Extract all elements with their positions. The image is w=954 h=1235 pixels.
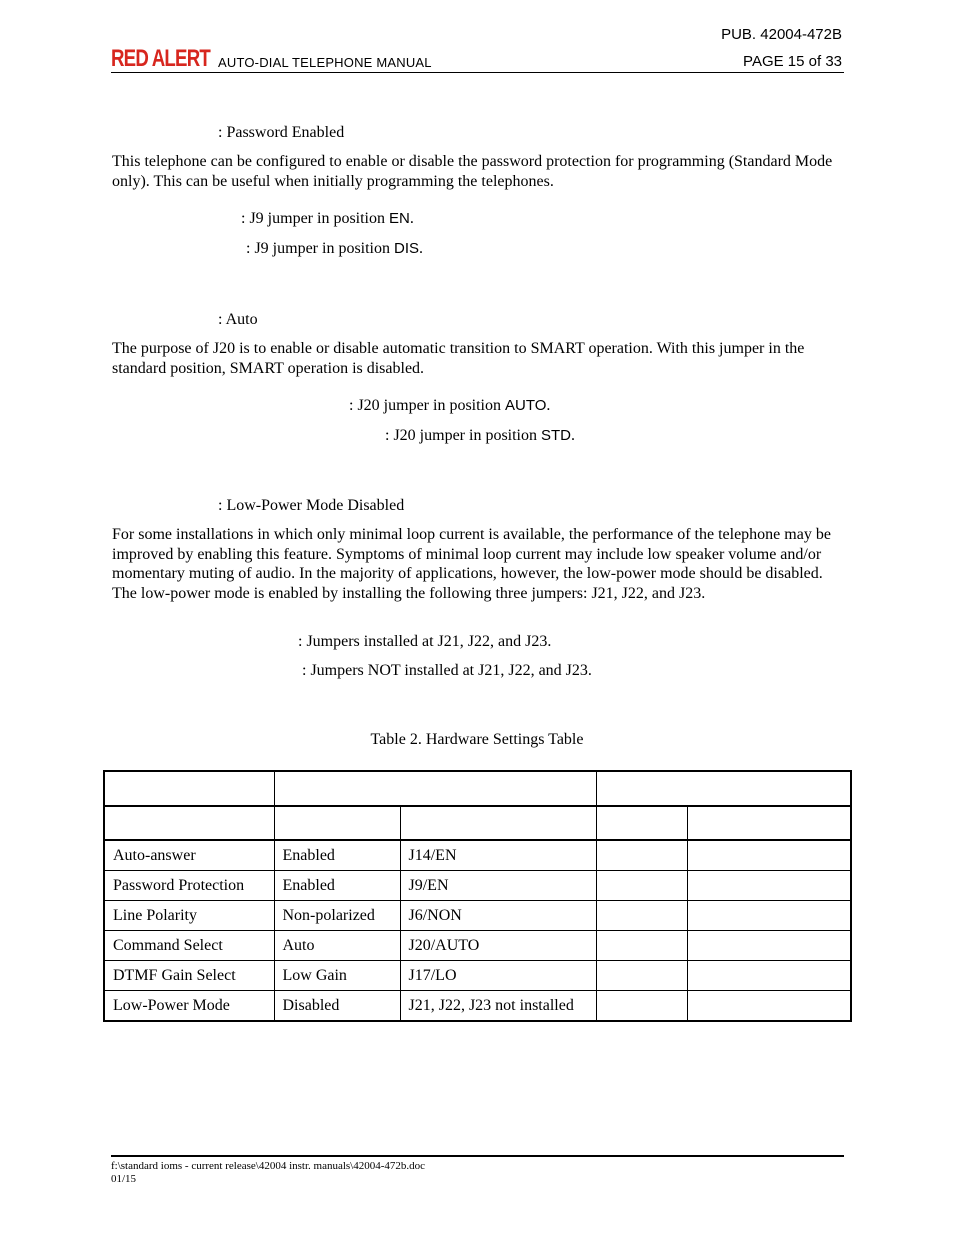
empty-cell [687,961,851,991]
feature-cell: Auto-answer [104,840,274,871]
footer-date: 01/15 [111,1173,137,1185]
footer-rule [111,1155,844,1157]
password-enable-text: : J9 jumper in position [241,210,389,227]
j20-default-setting: : Auto [218,311,258,328]
empty-cell [596,991,687,1022]
setting-cell: Enabled [274,840,400,871]
publication-number: PUB. 42004-472B [721,26,842,43]
hardware-settings-table [103,770,852,1022]
empty-cell [596,931,687,961]
table-header-cell [596,806,687,840]
feature-cell: Password Protection [104,871,274,901]
feature-cell: Low-Power Mode [104,991,274,1022]
password-disable-position: DIS [394,240,420,257]
lowpower-default-setting: : Low-Power Mode Disabled [218,497,405,514]
empty-cell [687,901,851,931]
table-header-cell [274,806,400,840]
table-header-cell [687,806,851,840]
table-header-cell [400,806,596,840]
j20-auto-text: : J20 jumper in position [349,397,505,414]
setting-cell: Enabled [274,871,400,901]
j20-description: The purpose of J20 is to enable or disable automatic transition to SMART operation. With this jumper in the standard position, SMART operation is disabled. [112,340,805,377]
empty-cell [687,871,851,901]
jumper-cell: J14/EN [400,840,596,871]
table-row [104,871,851,901]
j20-std-text: : J20 jumper in position [385,427,541,444]
setting-cell: Low Gain [274,961,400,991]
svg-text:RED ALERT: RED ALERT [111,45,212,72]
setting-cell: Non-polarized [274,901,400,931]
setting-cell: Auto [274,931,400,961]
table-row [104,840,851,871]
empty-cell [596,840,687,871]
j20-std-position: STD [541,427,571,444]
jumper-cell: J6/NON [400,901,596,931]
password-disable-text: : J9 jumper in position [246,240,394,257]
jumper-cell: J9/EN [400,871,596,901]
manual-title: AUTO-DIAL TELEPHONE MANUAL [218,55,432,70]
jumper-cell: J21, J22, J23 not installed [400,991,596,1022]
table-caption: Table 2. Hardware Settings Table [370,731,584,748]
password-enable-position: EN [389,210,410,227]
jumper-cell: J20/AUTO [400,931,596,961]
table-row [104,961,851,991]
lowpower-description: For some installations in which only minimal loop current is available, the performance of the telephone may be improved by enabling this feature. Symptoms of minimal loop current may include low speaker volume and/or momentary muting of audio. In the majority of applications, however, the low-power mode should be disabled. The low-power mode is enabled by installing the following three jumpers: J21, J22, and J23. [112,526,831,602]
table-header-cell [104,806,274,840]
table-header-cell [104,771,274,806]
j20-auto-position: AUTO [505,397,547,414]
feature-cell: DTMF Gain Select [104,961,274,991]
footer-file-path: f:\standard ioms - current release\42004 instr. manuals\42004-472b.doc [111,1160,426,1172]
table-header-cell [274,771,596,806]
empty-cell [596,961,687,991]
feature-cell: Line Polarity [104,901,274,931]
header-rule [111,72,844,73]
empty-cell [687,931,851,961]
password-default-setting: : Password Enabled [218,124,345,141]
setting-cell: Disabled [274,991,400,1022]
password-disable-option: : J9 jumper in position DIS. [246,240,424,257]
lowpower-enabled-option: : Jumpers installed at J21, J22, and J23. [298,633,552,650]
table-header-row-2 [104,806,851,840]
lowpower-disabled-option: : Jumpers NOT installed at J21, J22, and J23. [302,662,592,679]
table-row [104,991,851,1022]
j20-std-option: : J20 jumper in position STD. [385,427,575,444]
j20-auto-option: : J20 jumper in position AUTO. [349,397,551,414]
table-header-cell [596,771,851,806]
table-header-row-1 [104,771,851,806]
page-number: PAGE 15 of 33 [743,53,842,70]
empty-cell [596,871,687,901]
empty-cell [687,840,851,871]
empty-cell [687,991,851,1022]
feature-cell: Command Select [104,931,274,961]
table-row [104,901,851,931]
table-row [104,931,851,961]
password-enable-option: : J9 jumper in position EN. [241,210,414,227]
password-description: This telephone can be configured to enable or disable the password protection for programming (Standard Mode only). This can be useful when initially programming the telephones. [112,153,833,190]
empty-cell [596,901,687,931]
jumper-cell: J17/LO [400,961,596,991]
red-alert-logo [111,44,212,70]
